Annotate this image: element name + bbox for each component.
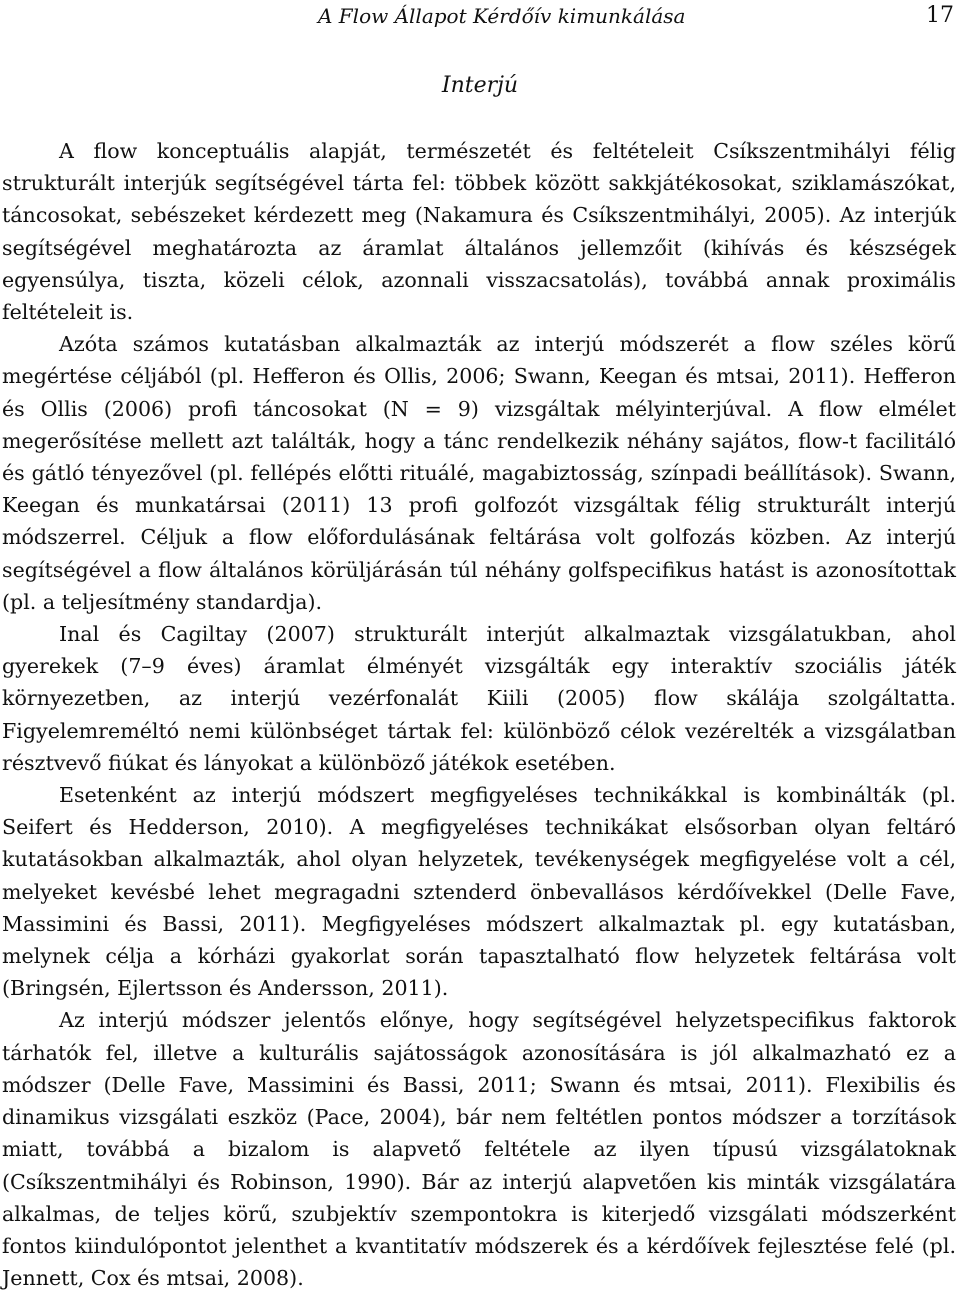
body-text [2,135,956,1294]
paragraph-3: Inal és Cagiltay (2007) strukturált interjút alkalmaztak vizsgálatukban, ahol gyerekek (7–9 éves) áramlat élményét vizsgálták egy interaktív szociális játék környezetben, az interjú vezérfonalát Kiili (2005) flow skálája szolgáltatta. Figyelemreméltó nemi különbséget tártak fel: különböző célok vezérelték a vizsgálatban résztvevő fiúkat és lányokat a különböző játékok esetében. [2,622,956,775]
section-heading: Interjú [441,73,519,98]
paragraph-2: Azóta számos kutatásban alkalmazták az interjú módszerét a flow széles körű megértése céljából (pl. Hefferon és Ollis, 2006; Swann, Keegan és mtsai, 2011). Hefferon és Ollis (2006) profi táncosokat (N = 9) vizsgáltak mélyinterjúval. A flow elmélet megerősítése mellett azt találták, hogy a tánc rendelkezik néhány sajátos, flow-t facilitáló és gátló tényezővel (pl. fellépés előtti rituálé, magabiztosság, színpadi beállítások). Swann, Keegan és munkatársai (2011) 13 profi golfozót vizsgáltak félig strukturált interjú módszerrel. Céljuk a flow előfordulásának feltárása volt golfozás közben. Az interjú segítségével a flow általános körüljárásán túl néhány golfspecifikus hatást is azonosítottak (pl. a teljesítmény standardja). [2,332,956,614]
paragraph-4: Esetenként az interjú módszert megfigyeléses technikákkal is kombinálták (pl. Seifert és Hedderson, 2010). A megfigyeléses technikákat elsősorban olyan feltáró kutatásokban alkalmazták, ahol olyan helyzetek, tevékenységek megfigyelése volt a cél, melyeket kevésbé lehet megragadni sztenderd önbevallásos kérdőívekkel (Delle Fave, Massimini és Bassi, 2011). Megfigyeléses módszert alkalmaztak pl. egy kutatásban, melynek célja a kórházi gyakorlat során tapasztalható flow helyzetek feltárása volt (Bringsén, Ejlertsson és Andersson, 2011). [2,783,956,1001]
page-number: 17 [926,3,954,28]
running-header [0,0,960,34]
paragraph-5: Az interjú módszer jelentős előnye, hogy segítségével helyzetspecifikus faktorok tárhatók fel, illetve a kulturális sajátosságok azonosítására is jól alkalmazható ez a módszer (Delle Fave, Massimini és Bassi, 2011; Swann és mtsai, 2011). Flexibilis és dinamikus vizsgálati eszköz (Pace, 2004), bár nem feltétlen pontos módszer a torzítások miatt, továbbá a bizalom is alapvető feltétele az ilyen típusú vizsgálatoknak (Csíkszentmihályi és Robinson, 1990). Bár az interjú alapvetően kis minták vizsgálatára alkalmas, de teljes körű, szubjektív szempontokra is kiterjedő vizsgálati módszerként fontos kiindulópontot jelenthet a kvantitatív módszerek és a kérdőívek fejlesztése felé (pl. Jennett, Cox és mtsai, 2008). [2,1008,956,1291]
paragraph-1: A flow konceptuális alapját, természetét és feltételeit Csíkszentmihályi félig strukturált interjúk segítségével tárta fel: többek között sakkjátékosokat, sziklamászókat, táncosokat, sebészeket kérdezett meg (Nakamura és Csíkszentmihályi, 2005). Az interjúk segítségével meghatározta az áramlat általános jellemzőit (kihívás és készségek egyensúlya, tiszta, közeli célok, azonnali visszacsatolás), továbbá annak proximális feltételeit is. [2,139,956,325]
running-title: A Flow Állapot Kérdőív kimunkálása [318,4,686,28]
